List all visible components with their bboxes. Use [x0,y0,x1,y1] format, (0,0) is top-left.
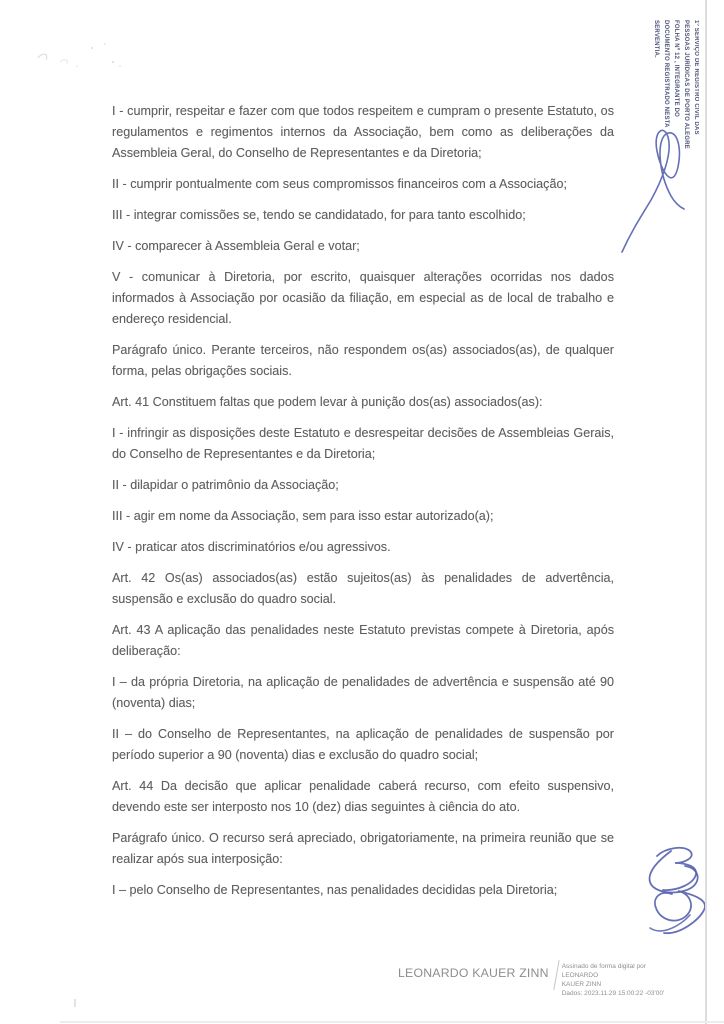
paragraph: I - infringir as disposições deste Estatuto e desrespeitar decisões de Assembleias Gerais, do Conselho de Representantes e da Diretoria; [112,426,614,461]
paragraph: Art. 43 A aplicação das penalidades neste Estatuto previstas compete à Diretoria, após deliberação: [112,623,614,658]
stamp-line: DOCUMENTO REGISTRADO NESTA [663,20,669,128]
signature-divider [553,960,559,990]
paragraph: II - dilapidar o patrimônio da Associação; [112,478,339,492]
signatory-name: LEONARDO KAUER ZINN [398,966,549,980]
paragraph: III - integrar comissões se, tendo se candidatado, for para tanto escolhido; [112,208,526,222]
paragraph: III - agir em nome da Associação, sem para isso estar autorizado(a); [112,509,494,523]
stamp-line: PESSOAS JURÍDICAS DE PORTO ALEGRE [683,20,689,149]
paragraph: Art. 41 Constituem faltas que podem levar à punição dos(as) associados(as): [112,395,543,409]
paragraph: Art. 42 Os(as) associados(as) estão sujeitos(as) às penalidades de advertência, suspensão e exclusão do quadro social. [112,571,614,606]
paragraph: I – da própria Diretoria, na aplicação de penalidades de advertência e suspensão até 90 (noventa) dias; [112,675,614,710]
scan-tick-mark [74,999,76,1007]
scan-edge-right [705,0,707,1024]
stamp-line: 1º SERVIÇO DE REGISTRO CIVIL DAS [693,20,699,135]
signature-detail-line: Assinado de forma digital por LEONARDO [561,963,646,979]
signature-detail-line: KAUER ZINN [561,981,602,988]
document-body [112,101,614,911]
pen-flourish [610,112,700,262]
signature-details [562,958,670,998]
signature-detail-line: Dados: 2023.11.29 15:00:22 -03'00' [561,990,665,997]
paragraph: I - cumprir, respeitar e fazer com que todos respeitem e cumpram o presente Estatuto, os regulamentos e regimentos internos da Associação, bem como as deliberações da Assembleia Geral, do Conselho de Representantes e da Diretoria; [112,104,614,160]
stamp-line: SERVENTIA. [653,20,659,58]
digital-signature-block [398,958,670,998]
paragraph: IV - praticar atos discriminatórios e/ou agressivos. [112,540,391,554]
scan-edge-bottom [60,1021,724,1023]
paragraph: II - cumprir pontualmente com seus compromissos financeiros com a Associação; [112,177,567,191]
paragraph: Art. 44 Da decisão que aplicar penalidade caberá recurso, com efeito suspensivo, devendo este ser interposto nos 10 (dez) dias seguintes à ciência do ato. [112,779,614,814]
paragraph: IV - comparecer à Assembleia Geral e votar; [112,239,360,253]
paragraph: Parágrafo único. Perante terceiros, não respondem os(as) associados(as), de qualquer forma, pelas obrigações sociais. [112,343,614,378]
initials-scribble-d [646,884,710,940]
paragraph: V - comunicar à Diretoria, por escrito, quaisquer alterações ocorridas nos dados informados à Associação por ocasião da filiação, em especial as de local de trabalho e endereço residencial. [112,270,614,326]
paragraph: I – pelo Conselho de Representantes, nas penalidades decididas pela Diretoria; [112,883,558,897]
stamp-line: FOLHA Nº 12 , INTEGRANTE DO [673,20,679,118]
paragraph: Parágrafo único. O recurso será apreciado, obrigatoriamente, na primeira reunião que se realizar após sua interposição: [112,831,614,866]
pencil-smudge [30,34,130,74]
paragraph: II – do Conselho de Representantes, na aplicação de penalidades de suspensão por período superior a 90 (noventa) dias e exclusão do quadro social; [112,727,614,762]
